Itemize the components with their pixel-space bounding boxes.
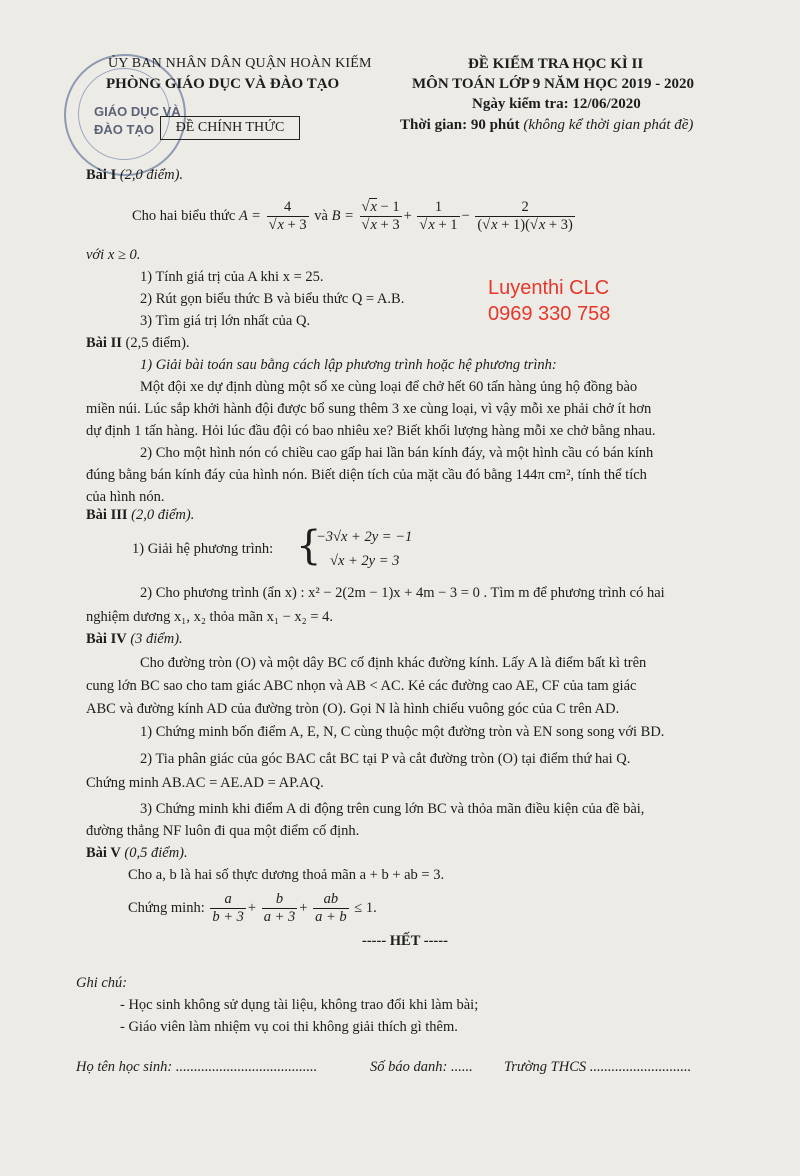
ineq-fraction-2: $\frac{b}{a + 3}$ (263, 891, 296, 926)
bai2-points: (2,5 điểm). (125, 335, 190, 351)
bai2-q2-line3: của hình nón. (86, 489, 165, 505)
sbd-field: Số báo danh: ...... (370, 1059, 473, 1075)
bai4-line1: Cho đường tròn (O) và một dây BC cố định khác đường kính. Lấy A là điểm bất kì trên (140, 655, 647, 671)
bai5-le: ≤ 1. (354, 900, 377, 916)
bai1-expressions: Cho hai biểu thức A = $\frac{4}{√x + 3}$ và B = $\frac{√x - 1}{√x + 3}$ + $\frac{1}{√x + 1}$ − $\frac{2}{(√x + 1)(√x + 3)}$ (132, 199, 573, 234)
expr-b-fraction-3: $\frac{2}{(√x + 1)(√x + 3)}$ (477, 199, 573, 234)
exam-date: Ngày kiểm tra: 12/06/2020 (472, 96, 641, 112)
bai5-points: (0,5 điểm). (124, 845, 188, 861)
bai5-prove: Chứng minh: (128, 900, 205, 916)
bai2-q2-line1: 2) Cho một hình nón có chiều cao gấp hai lần bán kính đáy, và một hình cầu có bán kính (140, 445, 654, 461)
bai3-q2-line2: nghiệm dương x₁, x₂ thỏa mãn x₁ − x₂ = 4. (86, 609, 334, 625)
expr-a-label: A = (238, 208, 261, 224)
expr-a-fraction: $\frac{4}{√x + 3}$ (268, 199, 307, 234)
bai4-q3-line2: đường thẳng NF luôn đi qua một điểm cố định. (86, 823, 360, 839)
bai4-points: (3 điểm). (130, 631, 183, 647)
expr-b-fraction-1: $\frac{√x - 1}{√x + 3}$ (361, 199, 400, 234)
ad-phone: 0969 330 758 (488, 303, 611, 325)
school-field: Trường THCS ............................ (504, 1059, 692, 1075)
system-eq2: √x + 2y = 3 (330, 553, 400, 569)
bai5-line1: Cho a, b là hai số thực dương thoả mãn a + b + ab = 3. (128, 867, 445, 883)
system-brace: { (296, 523, 322, 569)
official-seal (64, 54, 186, 176)
bai3-q1: 1) Giải hệ phương trình: (132, 541, 274, 557)
system-eq1: −3√x + 2y = −1 (316, 529, 413, 545)
exam-time-note: (không kể thời gian phát đề) (523, 117, 694, 133)
bai2-q1-line2: miền núi. Lúc sắp khởi hành đội được bổ sung thêm 3 xe cùng loại, vì vậy mỗi xe phải chở ít hơn (86, 401, 652, 417)
ad-name: Luyenthi CLC (488, 277, 610, 299)
bai1-q3: 3) Tìm giá trị lớn nhất của Q. (140, 313, 311, 329)
note-2: - Giáo viên làm nhiệm vụ coi thi không giải thích gì thêm. (120, 1019, 458, 1035)
bai4-q2-line1: 2) Tia phân giác của góc BAC cắt BC tại P và cắt đường tròn (O) tại điểm thứ hai Q. (140, 751, 631, 767)
ineq-fraction-1: $\frac{a}{b + 3}$ (212, 891, 244, 926)
bai4-q3-line1: 3) Chứng minh khi điểm A di động trên cung lớn BC và thỏa mãn điều kiện của đề bài, (140, 801, 645, 817)
notes-title: Ghi chú: (76, 975, 128, 991)
bai4-line3: ABC và đường kính AD của đường tròn (O). Gọi N là hình chiếu vuông góc của C trên AD. (86, 701, 620, 717)
bai2-q1-line3: dự định 1 tấn hàng. Hỏi lúc đầu đội có bao nhiêu xe? Biết khối lượng hàng mỗi xe chở bằng nhau. (86, 423, 656, 439)
bai3-q2-line1: 2) Cho phương trình (ẩn x) : x² − 2(2m − 1)x + 4m − 3 = 0 . Tìm m để phương trình có hai (140, 585, 665, 601)
bai1-condition: với x ≥ 0. (86, 247, 141, 263)
seal-text-line2: ĐÀO TẠO (94, 122, 154, 137)
bai4-q1: 1) Chứng minh bốn điểm A, E, N, C cùng thuộc một đường tròn và EN song song với BD. (140, 724, 665, 740)
bai4-q2-line2: Chứng minh AB.AC = AE.AD = AP.AQ. (86, 775, 324, 791)
bai1-points: (2,0 điểm). (119, 167, 184, 183)
expr-b-label: B = (331, 208, 354, 224)
ministry-name: ỦY BAN NHÂN DÂN QUẬN HOÀN KIẾM (108, 56, 372, 71)
bai1-intro: Cho hai biểu thức (132, 208, 236, 224)
bai5-inequality: Chứng minh: $\frac{a}{b + 3}$ + $\frac{b}{a + 3}$ + $\frac{ab}{a + b}$ ≤ 1. (128, 891, 377, 926)
bai3-heading: Bài III (86, 507, 128, 523)
bai4-heading: Bài IV (86, 631, 127, 647)
bai3-points: (2,0 điểm). (131, 507, 195, 523)
end-marker: ----- HẾT ----- (362, 933, 448, 949)
exam-subject: MÔN TOÁN LỚP 9 NĂM HỌC 2019 - 2020 (412, 76, 694, 92)
bai1-q2: 2) Rút gọn biểu thức B và biểu thức Q = A.B. (140, 291, 405, 307)
bai2-q1-line1: Một đội xe dự định dùng một số xe cùng loại để chở hết 60 tấn hàng ủng hộ đồng bào (140, 379, 638, 395)
department-name: PHÒNG GIÁO DỤC VÀ ĐÀO TẠO (106, 76, 340, 92)
bai2-heading: Bài II (86, 335, 122, 351)
exam-title: ĐỀ KIỂM TRA HỌC KÌ II (468, 56, 644, 72)
official-label: ĐỀ CHÍNH THỨC (160, 116, 300, 140)
bai4-line2: cung lớn BC sao cho tam giác ABC nhọn và AB < AC. Kẻ các đường cao AE, CF của tam giác (86, 678, 637, 694)
seal-text-line1: GIÁO DỤC VÀ (94, 104, 181, 119)
bai1-and: và (314, 208, 328, 224)
expr-b-fraction-2: $\frac{1}{√x + 1}$ (419, 199, 458, 234)
bai2-q1-title: 1) Giải bài toán sau bằng cách lập phương trình hoặc hệ phương trình: (140, 357, 557, 373)
bai1-q1: 1) Tính giá trị của A khi x = 25. (140, 269, 324, 285)
ineq-fraction-3: $\frac{ab}{a + b}$ (315, 891, 347, 926)
student-name-field: Họ tên học sinh: ....................................... (76, 1059, 318, 1075)
exam-time: Thời gian: 90 phút (400, 117, 520, 133)
bai5-heading: Bài V (86, 845, 121, 861)
bai1-heading: Bài I (86, 167, 117, 183)
bai2-q2-line2: đúng bằng bán kính đáy của hình nón. Biết diện tích của mặt cầu đó bằng 144π cm², tính thể tích (86, 467, 647, 483)
note-1: - Học sinh không sử dụng tài liệu, không trao đổi khi làm bài; (120, 997, 479, 1013)
